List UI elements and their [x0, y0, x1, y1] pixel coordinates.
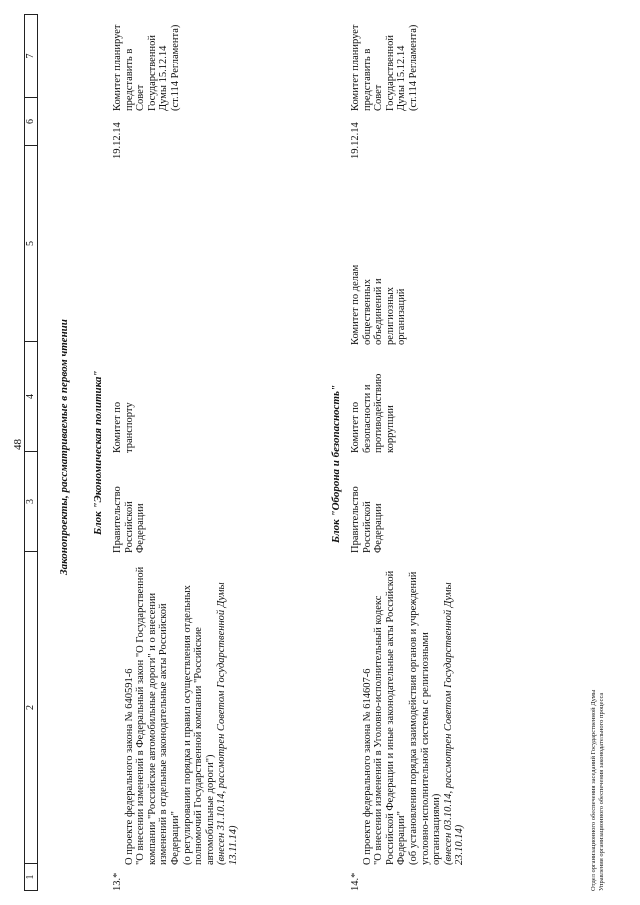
row-plan: Комитет планирует представить в Совет Государственной Думы 15.12.14 (ст.114 Регламента): [350, 24, 419, 111]
bill-author: Правительство Российской Федерации: [112, 486, 147, 553]
column-number-row: [24, 14, 38, 891]
block-title: Блок "Экономическая политика": [92, 370, 104, 535]
column-number: 4: [25, 342, 37, 452]
bill-description: [112, 565, 251, 865]
column-number: 3: [25, 452, 37, 552]
bill-note: (внесен 31.10.14, рассмотрен Советом Государственной Думы 13.11.14): [216, 582, 239, 865]
row-date: 19.12.14: [350, 122, 361, 159]
row-number: 13.*: [112, 872, 123, 891]
column-number: 2: [25, 552, 37, 864]
block-title: Блок "Оборона и безопасность": [330, 384, 342, 543]
bill-main-text: О проекте федерального закона № 640591-6 "О внесении изменений в Федеральный закон "О Государственной компании "Российские автомобильные дороги" и о внесении изменений в отдельные законодательные акты Российской Федерации" (о регулировании порядка и правил осуществления отдельных полномочий Государственной компании "Российские автомобильные дороги"): [123, 566, 216, 865]
bill-author: Правительство Российской Федерации: [350, 486, 385, 553]
row-plan: Комитет планирует представить в Совет Государственной Думы 15.12.14 (ст.114 Регламента): [112, 24, 181, 111]
bill-note: (внесен 03.10.14, рассмотрен Советом Государственной Думы 23.10.14): [442, 582, 466, 865]
co-committee: Комитет по делам общественных объединений и религиозных организаций: [350, 264, 408, 345]
page-number: 48: [12, 439, 24, 450]
column-number: 7: [25, 15, 37, 98]
bill-description: [350, 565, 478, 865]
row-date: 19.12.14: [112, 122, 123, 159]
page-footer: Отдел организационного обеспечения заседаний Государственной Думы Управления организационного обеспечения законодательного процесса: [590, 689, 605, 891]
responsible-committee: Комитет по безопасности и противодействию коррупции: [350, 373, 396, 453]
row-number: 14.*: [350, 872, 361, 891]
column-number: 1: [25, 874, 36, 880]
column-number: 5: [25, 146, 37, 342]
section-title: Законопроекты, рассматриваемые в первом чтении: [58, 319, 70, 575]
responsible-committee: Комитет по транспорту: [112, 401, 135, 453]
column-number: 6: [25, 98, 37, 146]
bill-main-text: О проекте федерального закона № 614607-6 "О внесении изменений в Уголовно-исполнительный кодекс Российской Федерации и иные законодательные акты Российской Федерации" (об установления порядка взаимодействия органов и учреждений уголовно-исполнительной системы с религиозными организациями): [361, 570, 443, 865]
